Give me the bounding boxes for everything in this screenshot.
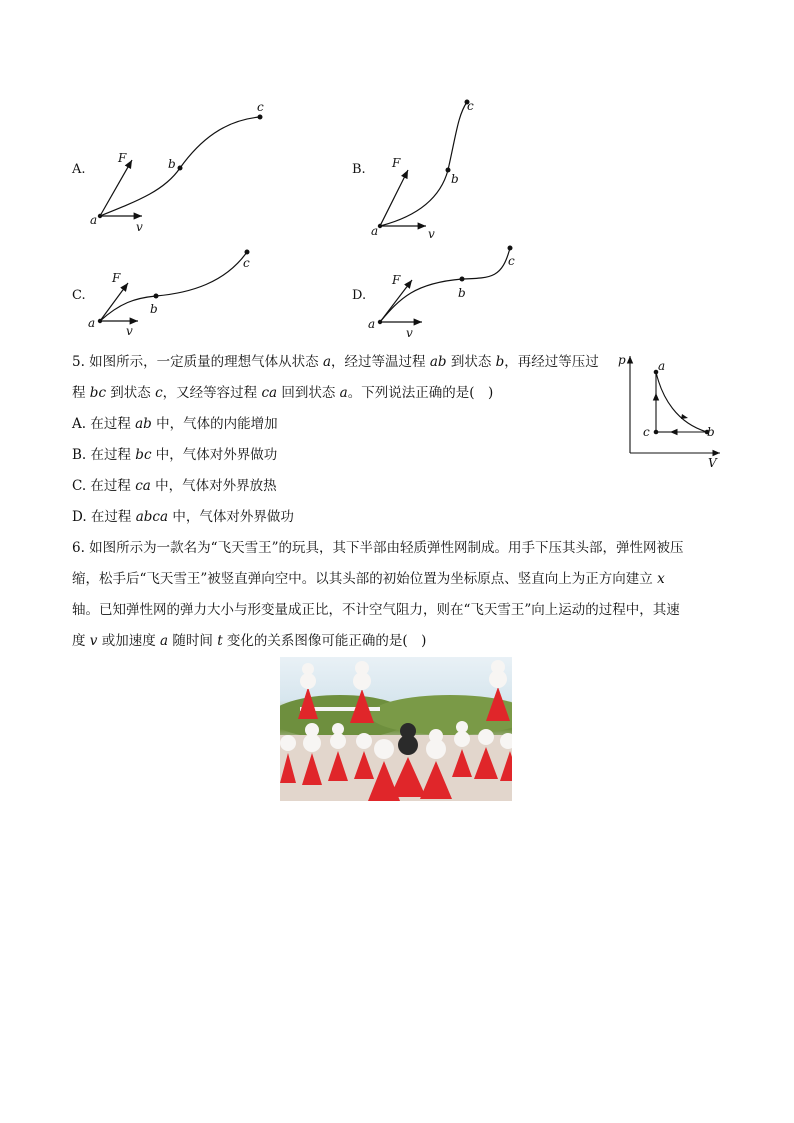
option-d-label: D. (352, 288, 367, 303)
point-c (245, 250, 250, 255)
label-p: p (618, 353, 626, 367)
process-ab (656, 372, 707, 432)
label-a: a (371, 224, 379, 238)
snow-king-toy-photo (280, 657, 512, 801)
q5-option-c: C. 在过程 ca 中，气体对外界放热 (72, 478, 277, 494)
label-a: a (90, 213, 98, 227)
point-c (508, 246, 513, 251)
label-c: c (243, 256, 250, 270)
label-v: v (428, 227, 435, 241)
q5-stem-line2: 程 bc 到状态 c，又经等容过程 ca 回到状态 a。下列说法正确的是( ) (72, 385, 494, 401)
option-c-figure (90, 243, 270, 343)
option-d-figure (370, 238, 540, 338)
label-V: V (708, 456, 717, 470)
point-b (178, 166, 183, 171)
label-F: F (112, 271, 121, 285)
option-a-label: A. (72, 162, 86, 177)
label-c: c (467, 99, 474, 113)
label-c: c (508, 254, 515, 268)
force-arrow (100, 160, 132, 216)
label-b: b (150, 302, 158, 316)
label-v: v (136, 220, 143, 234)
q5-option-d: D. 在过程 abca 中，气体对外界做功 (72, 509, 294, 525)
label-a: a (658, 359, 666, 373)
q6-stem-line2: 缩，松手后“飞天雪王”被竖直弹向空中。以其头部的初始位置为坐标原点、竖直向上为正方向建立 x (72, 571, 665, 587)
label-v: v (406, 326, 413, 340)
label-b: b (451, 172, 459, 186)
label-F: F (392, 156, 401, 170)
option-b-figure (370, 95, 520, 245)
label-b: b (458, 286, 466, 300)
option-b-label: B. (352, 162, 366, 177)
label-F: F (392, 273, 401, 287)
q5-option-a: A. 在过程 ab 中，气体的内能增加 (72, 416, 278, 432)
label-b: b (168, 157, 176, 171)
label-b: b (707, 425, 715, 439)
q5-option-b: B. 在过程 bc 中，气体对外界做功 (72, 447, 278, 463)
label-c: c (257, 100, 264, 114)
point-b (446, 168, 451, 173)
trajectory-curve (100, 252, 247, 321)
q5-stem-line1: 5. 如图所示，一定质量的理想气体从状态 a，经过等温过程 ab 到状态 b，再经过等压过 (72, 354, 599, 370)
option-c-label: C. (72, 288, 86, 303)
q6-stem-line1: 6. 如图所示为一款名为“飞天雪王”的玩具，其下半部由轻质弹性网制成。用手下压其头部，弹性网被压 (72, 540, 684, 556)
label-a: a (368, 317, 376, 331)
point-c (258, 115, 263, 120)
label-a: a (88, 316, 96, 330)
q5-pv-graph (612, 348, 727, 470)
q6-stem-line4: 度 v 或加速度 a 随时间 t 变化的关系图像可能正确的是( ) (72, 633, 427, 649)
point-b (460, 277, 465, 282)
label-v: v (126, 324, 133, 338)
q6-stem-line3: 轴。已知弹性网的弹力大小与形变量成正比，不计空气阻力，则在“飞天雪王”向上运动的过程中，其速 (72, 602, 680, 618)
label-c: c (643, 425, 650, 439)
label-F: F (118, 151, 127, 165)
point-b (154, 294, 159, 299)
force-arrow (100, 283, 128, 321)
option-a-figure (90, 100, 290, 240)
